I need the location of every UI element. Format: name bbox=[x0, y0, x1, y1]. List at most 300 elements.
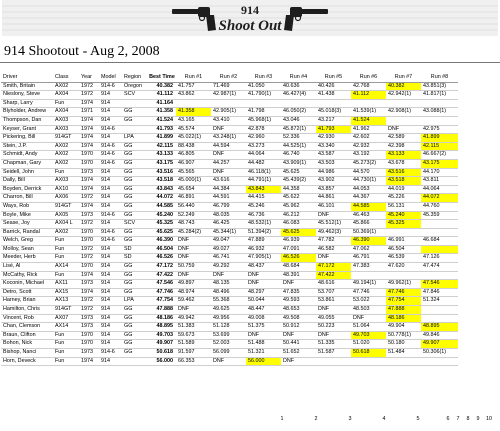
column-header[interactable]: Run #4 bbox=[281, 74, 316, 82]
table-row bbox=[1, 349, 458, 358]
table-cell bbox=[122, 99, 148, 108]
table-row bbox=[1, 297, 458, 306]
table-cell bbox=[386, 357, 421, 366]
table-cell: 49.462(3) bbox=[316, 228, 351, 237]
banner-graphic bbox=[2, 0, 498, 36]
table-cell: 42.942(1) bbox=[386, 91, 421, 100]
table-row bbox=[1, 306, 458, 315]
driver-name: Barrick, Randal bbox=[1, 228, 53, 237]
table-row bbox=[1, 116, 458, 125]
table-cell: 56.099 bbox=[211, 349, 246, 358]
table-cell: 914 bbox=[99, 99, 122, 108]
column-header[interactable]: Driver bbox=[1, 74, 53, 82]
table-cell: 48.496 bbox=[211, 288, 246, 297]
table-cell: DNF bbox=[281, 280, 316, 289]
table-cell: 1973 bbox=[79, 211, 99, 220]
table-cell: 44.170 bbox=[421, 168, 458, 177]
table-cell: 47.091 bbox=[281, 245, 316, 254]
table-cell: 49.008 bbox=[246, 314, 281, 323]
table-cell: 47.172 bbox=[316, 263, 351, 272]
driver-name: Chapman, Gary bbox=[1, 159, 53, 168]
table-cell: 42.398 bbox=[386, 142, 421, 151]
table-cell: 46.118(1) bbox=[246, 168, 281, 177]
table-cell: 914 bbox=[99, 280, 122, 289]
table-row bbox=[1, 263, 458, 272]
table-cell: 91.597 bbox=[176, 349, 211, 358]
table-cell: 46.427(4) bbox=[281, 91, 316, 100]
table-cell: DNF bbox=[211, 168, 246, 177]
table-cell: AX05 bbox=[53, 211, 79, 220]
table-cell bbox=[281, 99, 316, 108]
table-cell: 914-6 bbox=[99, 151, 122, 160]
table-row bbox=[1, 288, 458, 297]
table-cell: 49.508 bbox=[281, 314, 316, 323]
table-cell: GG bbox=[122, 116, 148, 125]
table-cell: DNF bbox=[176, 271, 211, 280]
table-cell: 52.003 bbox=[211, 340, 246, 349]
table-cell: 46.582 bbox=[316, 245, 351, 254]
table-cell: 46.939 bbox=[281, 237, 316, 246]
table-cell: GG bbox=[122, 237, 148, 246]
table-cell: DNF bbox=[176, 245, 211, 254]
table-cell bbox=[421, 245, 458, 254]
driver-name: Welch, Greg bbox=[1, 237, 53, 246]
table-cell: 1970 bbox=[79, 151, 99, 160]
table-cell: 51.484 bbox=[386, 349, 421, 358]
table-cell: 46.805 bbox=[176, 151, 211, 160]
table-cell: 42.960 bbox=[246, 134, 281, 143]
table-cell: 41.757 bbox=[176, 82, 211, 91]
table-cell: 44.482 bbox=[246, 159, 281, 168]
table-cell bbox=[421, 228, 458, 237]
table-cell: 44.367 bbox=[351, 194, 386, 203]
table-cell: 42.768 bbox=[351, 82, 386, 91]
table-row bbox=[1, 220, 458, 229]
driver-name: Stein, J.P. bbox=[1, 142, 53, 151]
table-cell: 45.872(1) bbox=[281, 125, 316, 134]
table-cell: 50.759 bbox=[176, 263, 211, 272]
table-cell: 43.516 bbox=[386, 168, 421, 177]
table-cell: Fun bbox=[53, 254, 79, 263]
table-cell: GG bbox=[122, 306, 148, 315]
table-cell: 42.589 bbox=[386, 134, 421, 143]
table-cell: 53.861 bbox=[316, 297, 351, 306]
table-cell: 1970 bbox=[79, 331, 99, 340]
best-time-cell: 41.899 bbox=[148, 134, 176, 143]
table-cell: 914 bbox=[99, 331, 122, 340]
table-cell: GG bbox=[122, 168, 148, 177]
best-time-cell: 43.133 bbox=[148, 151, 176, 160]
driver-name: Lisé, Al bbox=[1, 263, 53, 272]
table-cell: 48.532(1) bbox=[246, 220, 281, 229]
table-cell: 914 bbox=[99, 323, 122, 332]
table-cell: 41.899 bbox=[421, 134, 458, 143]
table-cell: 44.415 bbox=[246, 194, 281, 203]
best-time-cell: 46.526 bbox=[148, 254, 176, 263]
table-cell: 47.846 bbox=[421, 288, 458, 297]
table-cell: SCV bbox=[122, 220, 148, 229]
table-cell: Fun bbox=[53, 245, 79, 254]
table-cell: 66.353 bbox=[176, 357, 211, 366]
column-header[interactable]: Run #5 bbox=[316, 74, 351, 82]
driver-name: Dally, Bill bbox=[1, 177, 53, 186]
table-cell: 40.426 bbox=[316, 82, 351, 91]
table-cell: 50.223 bbox=[316, 323, 351, 332]
best-time-cell: 49.907 bbox=[148, 340, 176, 349]
table-cell: 40.636 bbox=[281, 82, 316, 91]
table-cell: 43.843 bbox=[246, 185, 281, 194]
driver-name: Sharp, Larry bbox=[1, 99, 53, 108]
best-time-cell: 46.504 bbox=[148, 245, 176, 254]
table-cell: 50.778(1) bbox=[386, 331, 421, 340]
bottom-number: 2 bbox=[314, 416, 318, 422]
table-cell: 48.684 bbox=[281, 263, 316, 272]
page-title: 914 Shootout - Aug 2, 2008 bbox=[4, 44, 160, 59]
best-time-cell: 47.754 bbox=[148, 297, 176, 306]
table-cell: 41.539(1) bbox=[351, 108, 386, 117]
table-cell: 1970 bbox=[79, 159, 99, 168]
table-cell: 49.593 bbox=[281, 297, 316, 306]
column-header[interactable]: Run #3 bbox=[246, 74, 281, 82]
table-cell bbox=[421, 314, 458, 323]
best-time-cell: 45.325 bbox=[148, 220, 176, 229]
table-cell bbox=[351, 271, 386, 280]
table-cell: 43.678 bbox=[386, 159, 421, 168]
table-cell: 1974 bbox=[79, 288, 99, 297]
column-header[interactable]: Model bbox=[99, 74, 122, 82]
table-cell: 45.654 bbox=[176, 185, 211, 194]
column-header[interactable]: Year bbox=[79, 74, 99, 82]
table-row bbox=[1, 159, 458, 168]
table-cell: SD bbox=[122, 245, 148, 254]
table-row bbox=[1, 331, 458, 340]
driver-name: Charron, Bill bbox=[1, 194, 53, 203]
driver-name: Nieslony, Steve bbox=[1, 91, 53, 100]
table-cell: 45.240 bbox=[386, 211, 421, 220]
table-cell: 1974 bbox=[79, 202, 99, 211]
table-cell: 46.526 bbox=[281, 254, 316, 263]
table-row bbox=[1, 245, 458, 254]
table-cell: 43.217 bbox=[316, 116, 351, 125]
table-cell: 43.088(1) bbox=[421, 108, 458, 117]
table-cell: 44.570 bbox=[351, 168, 386, 177]
bottom-number: 1 bbox=[280, 416, 284, 422]
table-cell: Fun bbox=[53, 168, 79, 177]
table-cell: 914 bbox=[99, 263, 122, 272]
table-cell: 53.707 bbox=[316, 288, 351, 297]
table-cell: 914GT bbox=[53, 134, 79, 143]
table-cell: 50.306(1) bbox=[421, 349, 458, 358]
table-cell: 914-6 bbox=[99, 237, 122, 246]
driver-name: Detro, Scott bbox=[1, 288, 53, 297]
table-cell: 47.422 bbox=[316, 271, 351, 280]
table-cell: AX02 bbox=[53, 82, 79, 91]
table-cell: 43.857 bbox=[316, 185, 351, 194]
table-cell bbox=[351, 357, 386, 366]
table-cell: 49.625 bbox=[211, 306, 246, 315]
table-cell: 45.622 bbox=[281, 194, 316, 203]
bottom-number: 7 bbox=[456, 416, 460, 422]
table-cell: GG bbox=[122, 228, 148, 237]
table-row bbox=[1, 228, 458, 237]
table-row bbox=[1, 280, 458, 289]
bottom-number: 9 bbox=[476, 416, 480, 422]
table-cell: 46.463 bbox=[351, 211, 386, 220]
table-cell: 47.782 bbox=[316, 237, 351, 246]
table-cell: AX14 bbox=[53, 323, 79, 332]
driver-name: Blyholder, Andrew bbox=[1, 108, 53, 117]
column-header[interactable]: Run #6 bbox=[351, 74, 386, 82]
table-cell: 40.382 bbox=[386, 82, 421, 91]
table-cell: SD bbox=[122, 254, 148, 263]
table-row bbox=[1, 194, 458, 203]
table-cell: 45.625 bbox=[281, 168, 316, 177]
table-row bbox=[1, 323, 458, 332]
best-time-cell: 41.112 bbox=[148, 91, 176, 100]
table-cell: 41.112 bbox=[351, 91, 386, 100]
driver-name: Harney, Brian bbox=[1, 297, 53, 306]
table-cell: 1972 bbox=[79, 297, 99, 306]
table-cell: 43.192 bbox=[351, 151, 386, 160]
best-time-cell: 48.895 bbox=[148, 323, 176, 332]
table-cell: 45.968(1) bbox=[246, 116, 281, 125]
table-cell: 41.793 bbox=[316, 125, 351, 134]
table-cell: 46.799 bbox=[211, 202, 246, 211]
table-cell: 43.811 bbox=[421, 177, 458, 186]
table-cell: 42.987(1) bbox=[211, 91, 246, 100]
table-cell: 50.180 bbox=[386, 340, 421, 349]
table-cell: 46.050(2) bbox=[281, 108, 316, 117]
table-cell: 914 bbox=[99, 202, 122, 211]
table-row bbox=[1, 314, 458, 323]
table-cell: 88.438 bbox=[176, 142, 211, 151]
table-cell: 1973 bbox=[79, 314, 99, 323]
driver-name: Braun, Clifton bbox=[1, 331, 53, 340]
table-cell: 46.667(2) bbox=[421, 151, 458, 160]
table-cell: 1973 bbox=[79, 280, 99, 289]
table-cell: 41.962 bbox=[351, 125, 386, 134]
bottom-index-numbers bbox=[0, 416, 500, 426]
table-cell bbox=[386, 228, 421, 237]
table-cell: 45.018(3) bbox=[316, 108, 351, 117]
column-header[interactable]: Run #8 bbox=[421, 74, 458, 82]
table-cell: GG bbox=[122, 349, 148, 358]
driver-name: Bohon, Nick bbox=[1, 340, 53, 349]
table-cell: 50.369(1) bbox=[351, 228, 386, 237]
table-cell: DNF bbox=[211, 151, 246, 160]
table-cell bbox=[421, 271, 458, 280]
table-cell: 45.325 bbox=[386, 220, 421, 229]
table-cell: 41.050 bbox=[246, 82, 281, 91]
table-cell: 48.186 bbox=[386, 314, 421, 323]
table-cell: 1972 bbox=[79, 91, 99, 100]
table-cell: 43.046 bbox=[281, 116, 316, 125]
table-cell: 44.072 bbox=[421, 194, 458, 203]
table-cell: 1974 bbox=[79, 357, 99, 366]
table-cell: 47.905(1) bbox=[246, 254, 281, 263]
best-time-cell: 41.524 bbox=[148, 116, 176, 125]
table-cell: 43.165 bbox=[176, 116, 211, 125]
best-time-cell: 44.072 bbox=[148, 194, 176, 203]
table-cell: AX06 bbox=[53, 194, 79, 203]
table-cell: 46.932 bbox=[246, 245, 281, 254]
table-cell: 1974 bbox=[79, 142, 99, 151]
table-cell: 50.044 bbox=[246, 297, 281, 306]
table-cell: 1974 bbox=[79, 116, 99, 125]
driver-name: Sease, Joy bbox=[1, 220, 53, 229]
table-cell bbox=[386, 116, 421, 125]
column-header[interactable]: Class bbox=[53, 74, 79, 82]
column-header[interactable]: Run #1 bbox=[176, 74, 211, 82]
table-cell: AX04 bbox=[53, 108, 79, 117]
table-cell: 44.257 bbox=[211, 159, 246, 168]
table-cell: 914 bbox=[99, 254, 122, 263]
table-cell: 914-6 bbox=[99, 82, 122, 91]
table-cell: GG bbox=[122, 280, 148, 289]
table-cell: 51.488 bbox=[246, 340, 281, 349]
table-cell: AX13 bbox=[53, 297, 79, 306]
table-cell: 47.754 bbox=[386, 297, 421, 306]
driver-name: Pickering, Bill bbox=[1, 134, 53, 143]
table-cell: 914 bbox=[99, 245, 122, 254]
table-cell: 46.741 bbox=[211, 254, 246, 263]
best-time-cell: 41.793 bbox=[148, 125, 176, 134]
table-cell: AX02 bbox=[53, 159, 79, 168]
best-time-cell: 47.746 bbox=[148, 288, 176, 297]
column-header[interactable]: Run #2 bbox=[211, 74, 246, 82]
table-cell: 1972 bbox=[79, 82, 99, 91]
table-cell: 46.740 bbox=[281, 151, 316, 160]
table-cell: 44.053 bbox=[351, 185, 386, 194]
driver-name: Schmidt, Andy bbox=[1, 151, 53, 160]
column-header[interactable]: Run #7 bbox=[386, 74, 421, 82]
table-cell: 47.888 bbox=[386, 306, 421, 315]
table-cell: 48.974 bbox=[176, 288, 211, 297]
driver-name: Bishop, Nanci bbox=[1, 349, 53, 358]
table-cell: 43.175 bbox=[421, 159, 458, 168]
table-row bbox=[1, 82, 458, 91]
table-cell: 914 bbox=[99, 91, 122, 100]
table-cell: 47.126 bbox=[421, 254, 458, 263]
table-cell: 48.391 bbox=[281, 271, 316, 280]
table-cell bbox=[421, 99, 458, 108]
table-cell: GG bbox=[122, 194, 148, 203]
table-cell: 43.503 bbox=[316, 159, 351, 168]
table-header-row bbox=[1, 74, 458, 82]
table-cell bbox=[421, 116, 458, 125]
table-cell: 51.375 bbox=[246, 323, 281, 332]
table-cell: 1970 bbox=[79, 263, 99, 272]
best-time-cell: 50.618 bbox=[148, 349, 176, 358]
column-header[interactable]: Best Time bbox=[148, 74, 176, 82]
table-cell: Fun bbox=[53, 340, 79, 349]
table-cell: 49.907 bbox=[421, 340, 458, 349]
driver-name: Seidell, John bbox=[1, 168, 53, 177]
table-cell: AX02 bbox=[53, 142, 79, 151]
table-cell: AX10 bbox=[53, 185, 79, 194]
table-cell: 44.384 bbox=[211, 185, 246, 194]
table-cell: 914-6 bbox=[99, 125, 122, 134]
table-cell: GG bbox=[122, 142, 148, 151]
table-cell: DNF bbox=[386, 125, 421, 134]
table-cell: 41.438 bbox=[316, 91, 351, 100]
table-cell: GG bbox=[122, 177, 148, 186]
table-cell: 42.908(1) bbox=[386, 108, 421, 117]
table-cell: Oregon bbox=[122, 82, 148, 91]
table-cell: LPA bbox=[122, 134, 148, 143]
table-cell: 44.358 bbox=[281, 185, 316, 194]
table-cell: 47.062 bbox=[351, 245, 386, 254]
table-cell: 47.620 bbox=[386, 263, 421, 272]
table-cell: 51.587 bbox=[316, 349, 351, 358]
table-cell: 46.083 bbox=[281, 220, 316, 229]
best-time-cell: 47.546 bbox=[148, 280, 176, 289]
table-cell bbox=[316, 99, 351, 108]
table-cell: DNF bbox=[246, 331, 281, 340]
table-cell: 46.101 bbox=[316, 202, 351, 211]
table-cell: 71.469 bbox=[211, 82, 246, 91]
table-cell: 44.525(1) bbox=[281, 142, 316, 151]
table-cell: Fun bbox=[53, 271, 79, 280]
table-cell: 1970 bbox=[79, 237, 99, 246]
table-cell: 47.889 bbox=[246, 237, 281, 246]
table-cell: 1974 bbox=[79, 271, 99, 280]
table-cell: DNF bbox=[211, 271, 246, 280]
column-header[interactable]: Region bbox=[122, 74, 148, 82]
best-time-cell: 44.585 bbox=[148, 202, 176, 211]
table-cell: 47.474 bbox=[421, 263, 458, 272]
table-cell: 50.618 bbox=[351, 349, 386, 358]
table-cell: 46.736 bbox=[246, 211, 281, 220]
table-row bbox=[1, 202, 458, 211]
bottom-number: 5 bbox=[416, 416, 420, 422]
best-time-cell: 43.518 bbox=[148, 177, 176, 186]
table-cell: 52.336 bbox=[281, 134, 316, 143]
table-cell: 914 bbox=[99, 306, 122, 315]
table-cell: 914GT bbox=[53, 202, 79, 211]
table-cell: 914-6 bbox=[99, 142, 122, 151]
table-cell: AX04 L bbox=[53, 220, 79, 229]
table-cell: AX04 bbox=[53, 91, 79, 100]
table-cell: 48.035 bbox=[211, 211, 246, 220]
table-cell: 43.902 bbox=[316, 177, 351, 186]
table-cell: DNF bbox=[351, 314, 386, 323]
driver-name: Smith, Britain bbox=[1, 82, 53, 91]
bottom-number: 4 bbox=[382, 416, 386, 422]
table-cell: Fun bbox=[53, 331, 79, 340]
table-cell: 914 bbox=[99, 271, 122, 280]
table-cell: 49.194(1) bbox=[351, 280, 386, 289]
table-cell: 51.394(2) bbox=[246, 228, 281, 237]
table-cell: 49.942 bbox=[176, 314, 211, 323]
table-cell: 42.975 bbox=[421, 125, 458, 134]
table-cell bbox=[122, 357, 148, 366]
table-cell: 44.064 bbox=[421, 185, 458, 194]
table-cell: 51.064 bbox=[351, 323, 386, 332]
table-cell: 41.790(1) bbox=[246, 91, 281, 100]
table-cell: 48.297 bbox=[246, 288, 281, 297]
table-cell: 50.441 bbox=[281, 340, 316, 349]
table-cell: 49.703 bbox=[351, 331, 386, 340]
best-time-cell: 46.390 bbox=[148, 237, 176, 246]
table-cell: 56.131 bbox=[386, 202, 421, 211]
table-cell: 44.064 bbox=[246, 151, 281, 160]
table-cell: AX11 bbox=[53, 280, 79, 289]
table-cell: 44.019 bbox=[386, 185, 421, 194]
best-time-cell: 45.625 bbox=[148, 228, 176, 237]
table-cell bbox=[122, 125, 148, 134]
table-cell: DNF bbox=[211, 125, 246, 134]
